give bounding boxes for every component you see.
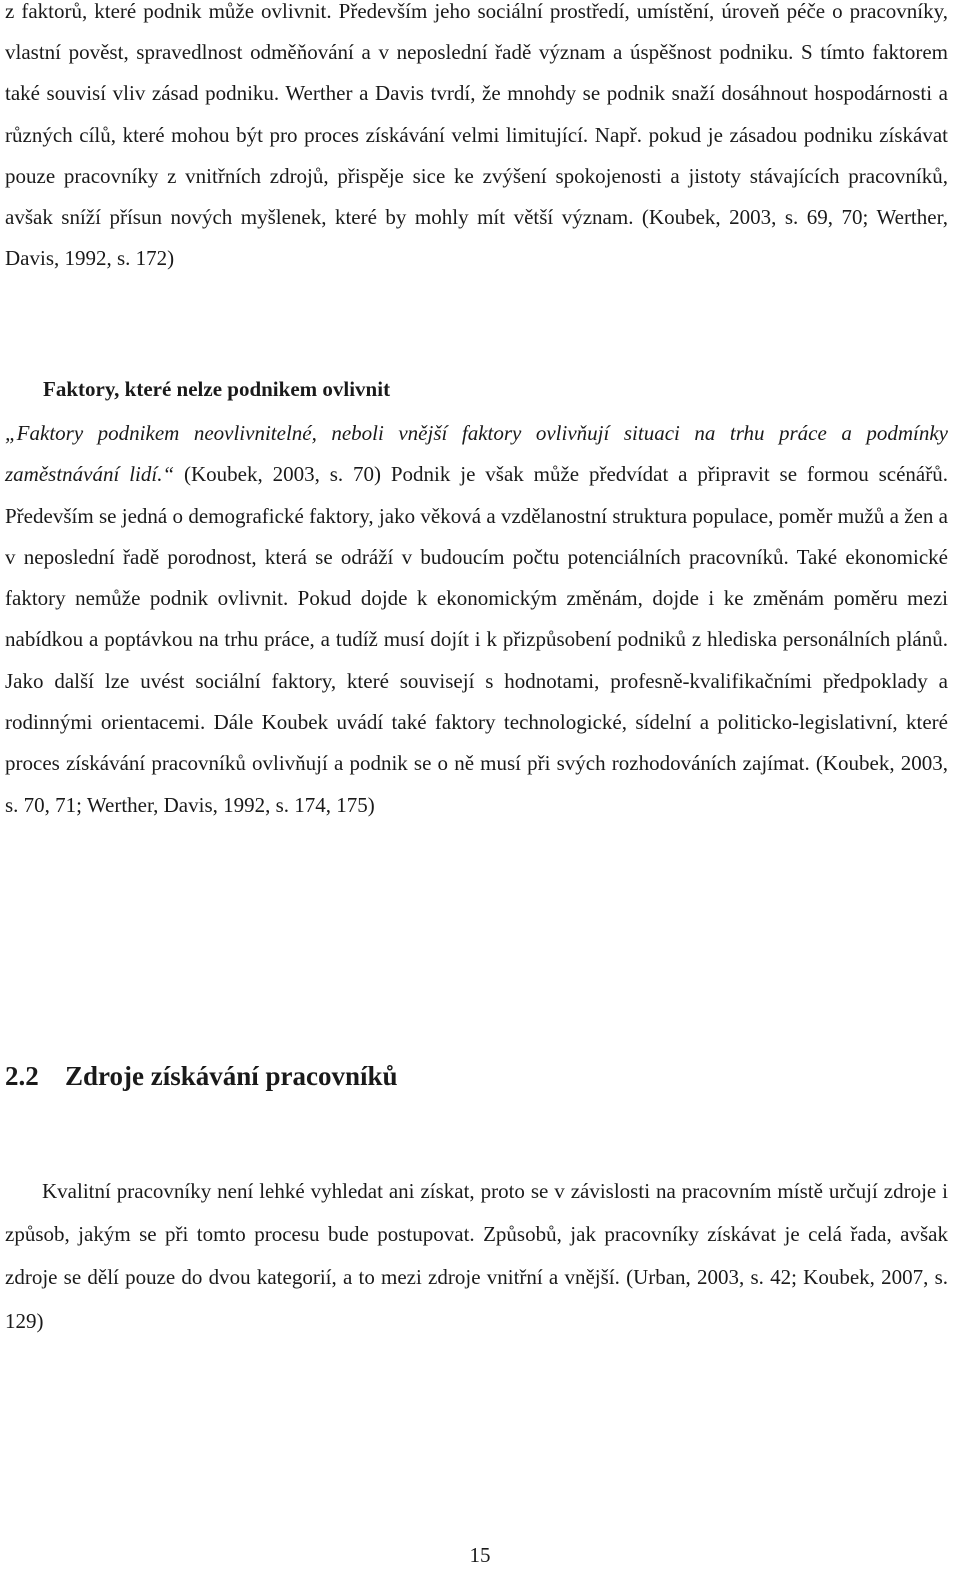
paragraph-recruitment-sources: Kvalitní pracovníky není lehké vyhledat ani získat, proto se v závislosti na pracovním místě určují zdroje i způsob, jakým se při tomto procesu bude postupovat. Způsobů, jak pracovníky získávat je celá řada, avšak zdroje se dělí pouze do dvou kategorií, a to mezi zdroje vnitřní a vnější. (Urban, 2003, s. 42; Koubek, 2007, s. 129) [5,1179,948,1333]
paragraph-external-factors [5,413,948,826]
section-number: 2.2 [5,1061,39,1091]
section-title: Zdroje získávání pracovníků [65,1061,398,1091]
page-number: 15 [469,1543,491,1567]
paragraph-influenceable-factors: z faktorů, které podnik může ovlivnit. Především jeho sociální prostředí, umístění, úroveň péče o pracovníky, vlastní pověst, spravedlnost odměňování a v neposlední řadě význam a úspěšnost podniku. S tímto faktorem také souvisí vliv zásad podniku. Werther a Davis tvrdí, že mnohdy se podnik snaží dosáhnout hospodárnosti a různých cílů, které mohou být pro proces získávání velmi limitující. Např. pokud je zásadou podniku získávat pouze pracovníky z vnitřních zdrojů, přispěje sice ke zvýšení spokojenosti a jistoty stávajících pracovníků, avšak sníží přísun nových myšlenek, které by mohly mít větší význam. (Koubek, 2003, s. 69, 70; Werther, Davis, 1992, s. 172) [5,0,948,271]
section-heading [5,1058,398,1094]
paragraph-external-factors-text: (Koubek, 2003, s. 70) Podnik je však může předvídat a připravit se formou scénářů. Především se jedná o demografické faktory, jako věková a vzdělanostní struktura populace, poměr mužů a žen a v neposlední řadě porodnost, která se odráží v budoucím počtu potenciálních pracovníků. Také ekonomické faktory nemůže podnik ovlivnit. Pokud dojde k ekonomickým změnám, dojde i ke změnám poměru mezi nabídkou a poptávkou na trhu práce, a tudíž musí dojít i k přizpůsobení podniků z hlediska personálních plánů. Jako další lze uvést sociální faktory, které souvisejí s hodnotami, profesně-kvalifikačními předpoklady a rodinnými orientacemi. Dále Koubek uvádí také faktory technologické, sídelní a politicko-legislativní, které proces získávání pracovníků ovlivňují a podnik se o ně musí při svých rozhodováních zajímat. (Koubek, 2003, s. 70, 71; Werther, Davis, 1992, s. 174, 175) [5,462,948,817]
quote-external-factors: „Faktory podnikem neovlivnitelné, neboli vnější faktory ovlivňují situaci na trhu práce a podmínky zaměstnávání lidí.“ [5,421,948,487]
subheading-uncontrollable-factors: Faktory, které nelze podnikem ovlivnit [43,377,391,401]
